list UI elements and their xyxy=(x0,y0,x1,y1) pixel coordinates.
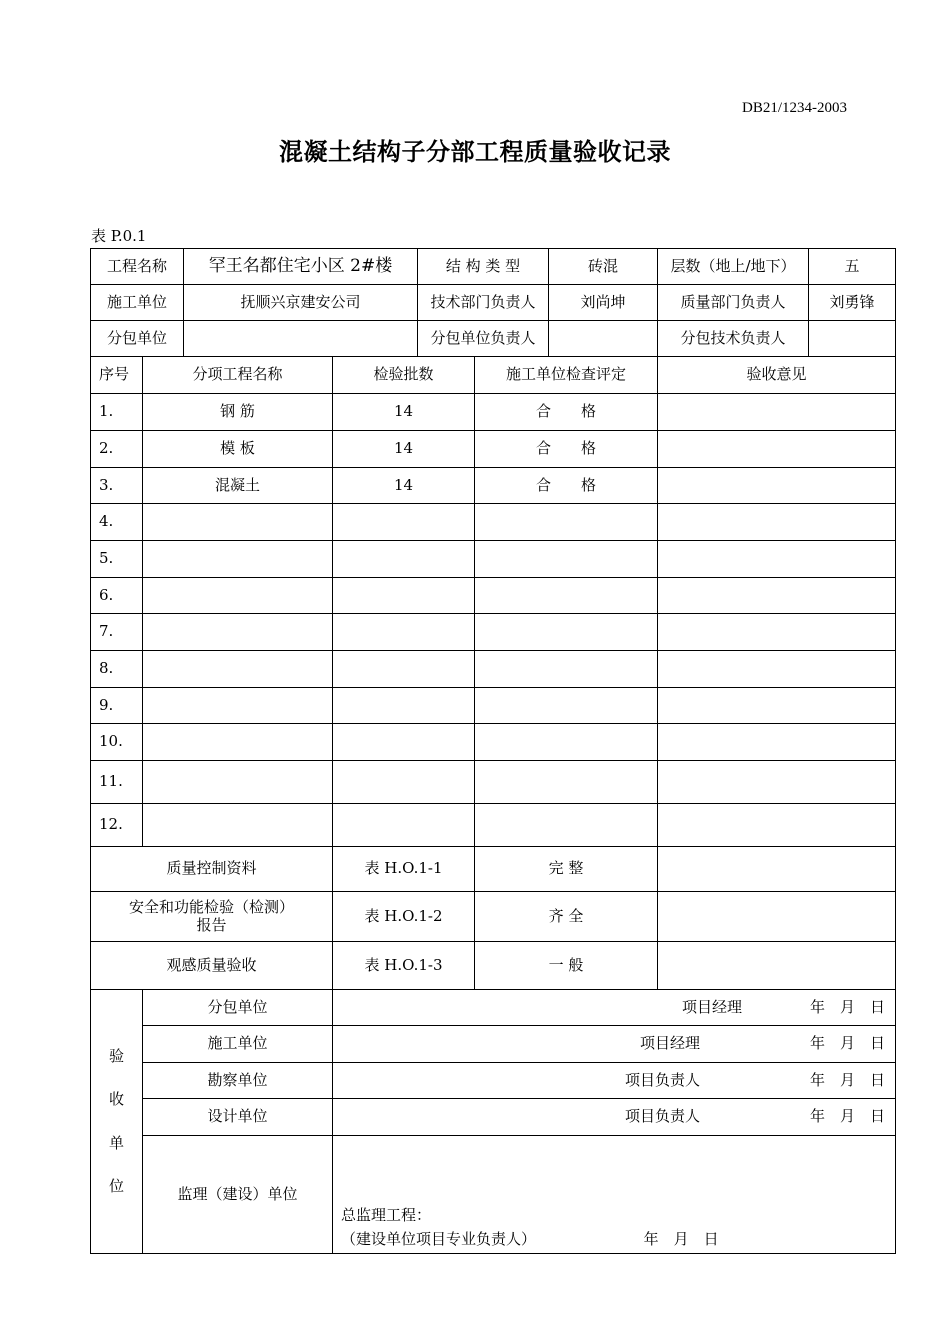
supervisor-signature xyxy=(333,1136,896,1254)
col-header-opinion: 验收意见 xyxy=(658,357,896,394)
row-eval: 合 格 xyxy=(475,394,658,431)
row-batches xyxy=(333,578,475,614)
signer-role: 项目经理 xyxy=(681,997,742,1016)
row-eval xyxy=(475,804,658,847)
col-header-name: 分项工程名称 xyxy=(143,357,333,394)
row-no: 7. xyxy=(91,614,143,651)
table-row xyxy=(91,724,896,761)
row-batches: 14 xyxy=(333,468,475,504)
row-batches: 14 xyxy=(333,431,475,468)
row-opinion xyxy=(658,688,896,724)
check-row xyxy=(91,942,896,990)
row-name xyxy=(143,651,333,688)
table-row xyxy=(91,468,896,504)
row-batches xyxy=(333,614,475,651)
sign-date: 年 月 日 xyxy=(810,997,886,1016)
acceptance-side-label xyxy=(91,990,143,1254)
tech-head-label: 技术部门负责人 xyxy=(418,285,549,321)
check-row xyxy=(91,847,896,892)
check-label-line2: 报告 xyxy=(196,915,227,934)
row-opinion xyxy=(658,651,896,688)
sub-tech-label: 分包技术负责人 xyxy=(658,321,809,357)
acceptance-row xyxy=(91,1026,896,1063)
acceptance-signature xyxy=(333,1063,896,1099)
table-row xyxy=(91,651,896,688)
acceptance-row xyxy=(91,990,896,1026)
sub-unit-value xyxy=(184,321,418,357)
row-name xyxy=(143,541,333,578)
row-no: 6. xyxy=(91,578,143,614)
row-eval xyxy=(475,651,658,688)
row-name xyxy=(143,578,333,614)
row-opinion xyxy=(658,614,896,651)
column-header-row xyxy=(91,357,896,394)
row-batches xyxy=(333,541,475,578)
floors-value: 五 xyxy=(809,249,896,285)
row-name xyxy=(143,688,333,724)
row-opinion xyxy=(658,804,896,847)
row-opinion xyxy=(658,541,896,578)
row-eval: 合 格 xyxy=(475,431,658,468)
check-form: 表 H.O.1-3 xyxy=(333,942,475,990)
check-opinion xyxy=(658,847,896,892)
acceptance-row-supervisor xyxy=(91,1136,896,1254)
row-opinion xyxy=(658,468,896,504)
row-opinion xyxy=(658,724,896,761)
acceptance-unit: 设计单位 xyxy=(143,1099,333,1136)
side-char: 单 xyxy=(108,1133,124,1152)
acceptance-unit: 施工单位 xyxy=(143,1026,333,1063)
row-no: 4. xyxy=(91,504,143,541)
row-eval xyxy=(475,541,658,578)
table-row xyxy=(91,688,896,724)
acceptance-unit: 分包单位 xyxy=(143,990,333,1026)
row-name: 模 板 xyxy=(143,431,333,468)
side-char: 验 xyxy=(108,1047,124,1065)
quality-head-value: 刘勇锋 xyxy=(809,285,896,321)
check-opinion xyxy=(658,942,896,990)
row-opinion xyxy=(658,394,896,431)
chief-supervisor-label: 总监理工程： xyxy=(341,1206,432,1224)
table-number: 表 P.0.1 xyxy=(91,227,147,245)
table-row xyxy=(91,431,896,468)
row-batches: 14 xyxy=(333,394,475,431)
acceptance-signature xyxy=(333,1099,896,1136)
table-row xyxy=(91,394,896,431)
row-no: 10. xyxy=(91,724,143,761)
row-batches xyxy=(333,651,475,688)
construction-unit-label: 施工单位 xyxy=(91,285,184,321)
check-label xyxy=(91,892,333,942)
table-row xyxy=(91,614,896,651)
col-header-eval: 施工单位检查评定 xyxy=(475,357,658,394)
supervisor-unit: 监理（建设）单位 xyxy=(143,1136,333,1254)
row-batches xyxy=(333,761,475,804)
structure-type-value: 砖混 xyxy=(549,249,658,285)
acceptance-record-table xyxy=(90,248,896,1254)
sign-date: 年 月 日 xyxy=(810,1070,886,1089)
row-name xyxy=(143,504,333,541)
project-name-value: 罕王名都住宅小区 2#楼 xyxy=(184,249,418,285)
acceptance-signature xyxy=(333,1026,896,1063)
sign-date: 年 月 日 xyxy=(810,1034,886,1053)
row-opinion xyxy=(658,431,896,468)
col-header-batches: 检验批数 xyxy=(333,357,475,394)
row-eval xyxy=(475,724,658,761)
project-name-label: 工程名称 xyxy=(91,249,184,285)
row-name: 混凝土 xyxy=(143,468,333,504)
check-result: 齐 全 xyxy=(475,892,658,942)
row-name xyxy=(143,804,333,847)
signer-role: 项目负责人 xyxy=(624,1070,700,1089)
table-row xyxy=(91,804,896,847)
row-batches xyxy=(333,504,475,541)
row-opinion xyxy=(658,578,896,614)
info-row-construction xyxy=(91,285,896,321)
signer-role: 项目负责人 xyxy=(624,1107,700,1126)
row-no: 8. xyxy=(91,651,143,688)
row-opinion xyxy=(658,504,896,541)
structure-type-label: 结 构 类 型 xyxy=(418,249,549,285)
row-batches xyxy=(333,724,475,761)
row-name xyxy=(143,761,333,804)
quality-head-label: 质量部门负责人 xyxy=(658,285,809,321)
floors-label: 层数（地上/地下） xyxy=(658,249,809,285)
side-char: 位 xyxy=(108,1176,124,1195)
row-opinion xyxy=(658,761,896,804)
table-row xyxy=(91,761,896,804)
table-row xyxy=(91,578,896,614)
info-row-subcontract xyxy=(91,321,896,357)
check-label: 观感质量验收 xyxy=(91,942,333,990)
row-no: 3. xyxy=(91,468,143,504)
row-name xyxy=(143,724,333,761)
acceptance-unit: 勘察单位 xyxy=(143,1063,333,1099)
col-header-no: 序号 xyxy=(91,357,143,394)
construction-unit-value: 抚顺兴京建安公司 xyxy=(184,285,418,321)
acceptance-row xyxy=(91,1063,896,1099)
row-no: 12. xyxy=(91,804,143,847)
check-label-line1: 安全和功能检验（检测） xyxy=(129,898,295,917)
row-eval xyxy=(475,614,658,651)
owner-rep-line xyxy=(341,1227,895,1251)
sub-unit-label: 分包单位 xyxy=(91,321,184,357)
signer-role: 项目经理 xyxy=(639,1034,700,1053)
row-no: 2. xyxy=(91,431,143,468)
page-title: 混凝土结构子分部工程质量验收记录 xyxy=(279,137,671,166)
sub-head-value xyxy=(549,321,658,357)
row-eval xyxy=(475,578,658,614)
row-name: 钢 筋 xyxy=(143,394,333,431)
supervisor-date: 年 月 日 xyxy=(643,1230,719,1248)
row-eval xyxy=(475,504,658,541)
table-row xyxy=(91,504,896,541)
check-opinion xyxy=(658,892,896,942)
row-batches xyxy=(333,688,475,724)
row-eval xyxy=(475,761,658,804)
acceptance-row xyxy=(91,1099,896,1136)
check-result: 一 般 xyxy=(475,942,658,990)
row-name xyxy=(143,614,333,651)
sign-date: 年 月 日 xyxy=(810,1107,886,1126)
row-no: 9. xyxy=(91,688,143,724)
row-no: 1. xyxy=(91,394,143,431)
check-result: 完 整 xyxy=(475,847,658,892)
acceptance-signature xyxy=(333,990,896,1026)
check-row xyxy=(91,892,896,942)
sub-head-label: 分包单位负责人 xyxy=(418,321,549,357)
row-no: 11. xyxy=(91,761,143,804)
side-char: 收 xyxy=(108,1090,124,1109)
sub-tech-value xyxy=(809,321,896,357)
table-row xyxy=(91,541,896,578)
check-label: 质量控制资料 xyxy=(91,847,333,892)
row-eval xyxy=(475,688,658,724)
info-row-project xyxy=(91,249,896,285)
check-form: 表 H.O.1-2 xyxy=(333,892,475,942)
document-code: DB21/1234-2003 xyxy=(742,100,847,116)
tech-head-value: 刘尚坤 xyxy=(549,285,658,321)
row-no: 5. xyxy=(91,541,143,578)
row-batches xyxy=(333,804,475,847)
owner-rep-label: （建设单位项目专业负责人） xyxy=(341,1230,537,1248)
row-eval: 合 格 xyxy=(475,468,658,504)
check-form: 表 H.O.1-1 xyxy=(333,847,475,892)
